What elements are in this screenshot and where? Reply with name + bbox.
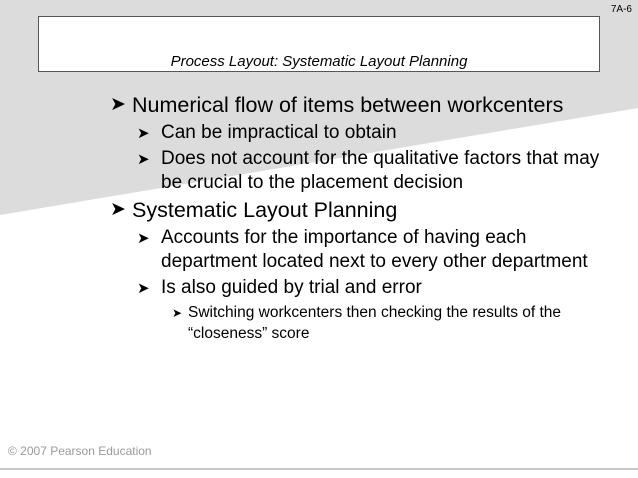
bullet-level2 xyxy=(137,226,620,274)
arrow-bullet-icon: ➤ xyxy=(172,306,183,320)
bullet-text: Switching workcenters then checking the results of the “closeness” score xyxy=(188,304,562,342)
bullet-level2 xyxy=(137,147,620,195)
arrow-bullet-icon: ➤ xyxy=(137,151,150,168)
copyright-footer: © 2007 Pearson Education xyxy=(8,444,152,458)
arrow-bullet-icon: ➤ xyxy=(110,94,126,115)
bullet-text: Accounts for the importance of having each department located next to every other department xyxy=(161,227,588,272)
bullet-text: Numerical flow of items between workcenters xyxy=(132,93,564,117)
slide-title: Process Layout: Systematic Layout Planning xyxy=(170,53,468,70)
arrow-bullet-icon: ➤ xyxy=(110,199,126,220)
bullet-level2 xyxy=(137,121,620,145)
arrow-bullet-icon: ➤ xyxy=(137,280,150,297)
title-box xyxy=(38,16,600,72)
arrow-bullet-icon: ➤ xyxy=(137,230,150,247)
bullet-text: Systematic Layout Planning xyxy=(132,198,398,222)
bullet-text: Can be impractical to obtain xyxy=(161,122,397,143)
bullet-level3 xyxy=(172,302,620,344)
bullet-level2 xyxy=(137,276,620,300)
slide-number: 7A-6 xyxy=(610,4,632,15)
arrow-bullet-icon: ➤ xyxy=(137,125,150,142)
bullet-level1 xyxy=(110,197,620,223)
slide-content xyxy=(110,92,620,344)
bullet-level1 xyxy=(110,92,620,118)
bullet-text: Does not account for the qualitative factors that may be crucial to the placement decision xyxy=(161,148,600,193)
bullet-text: Is also guided by trial and error xyxy=(161,277,422,298)
